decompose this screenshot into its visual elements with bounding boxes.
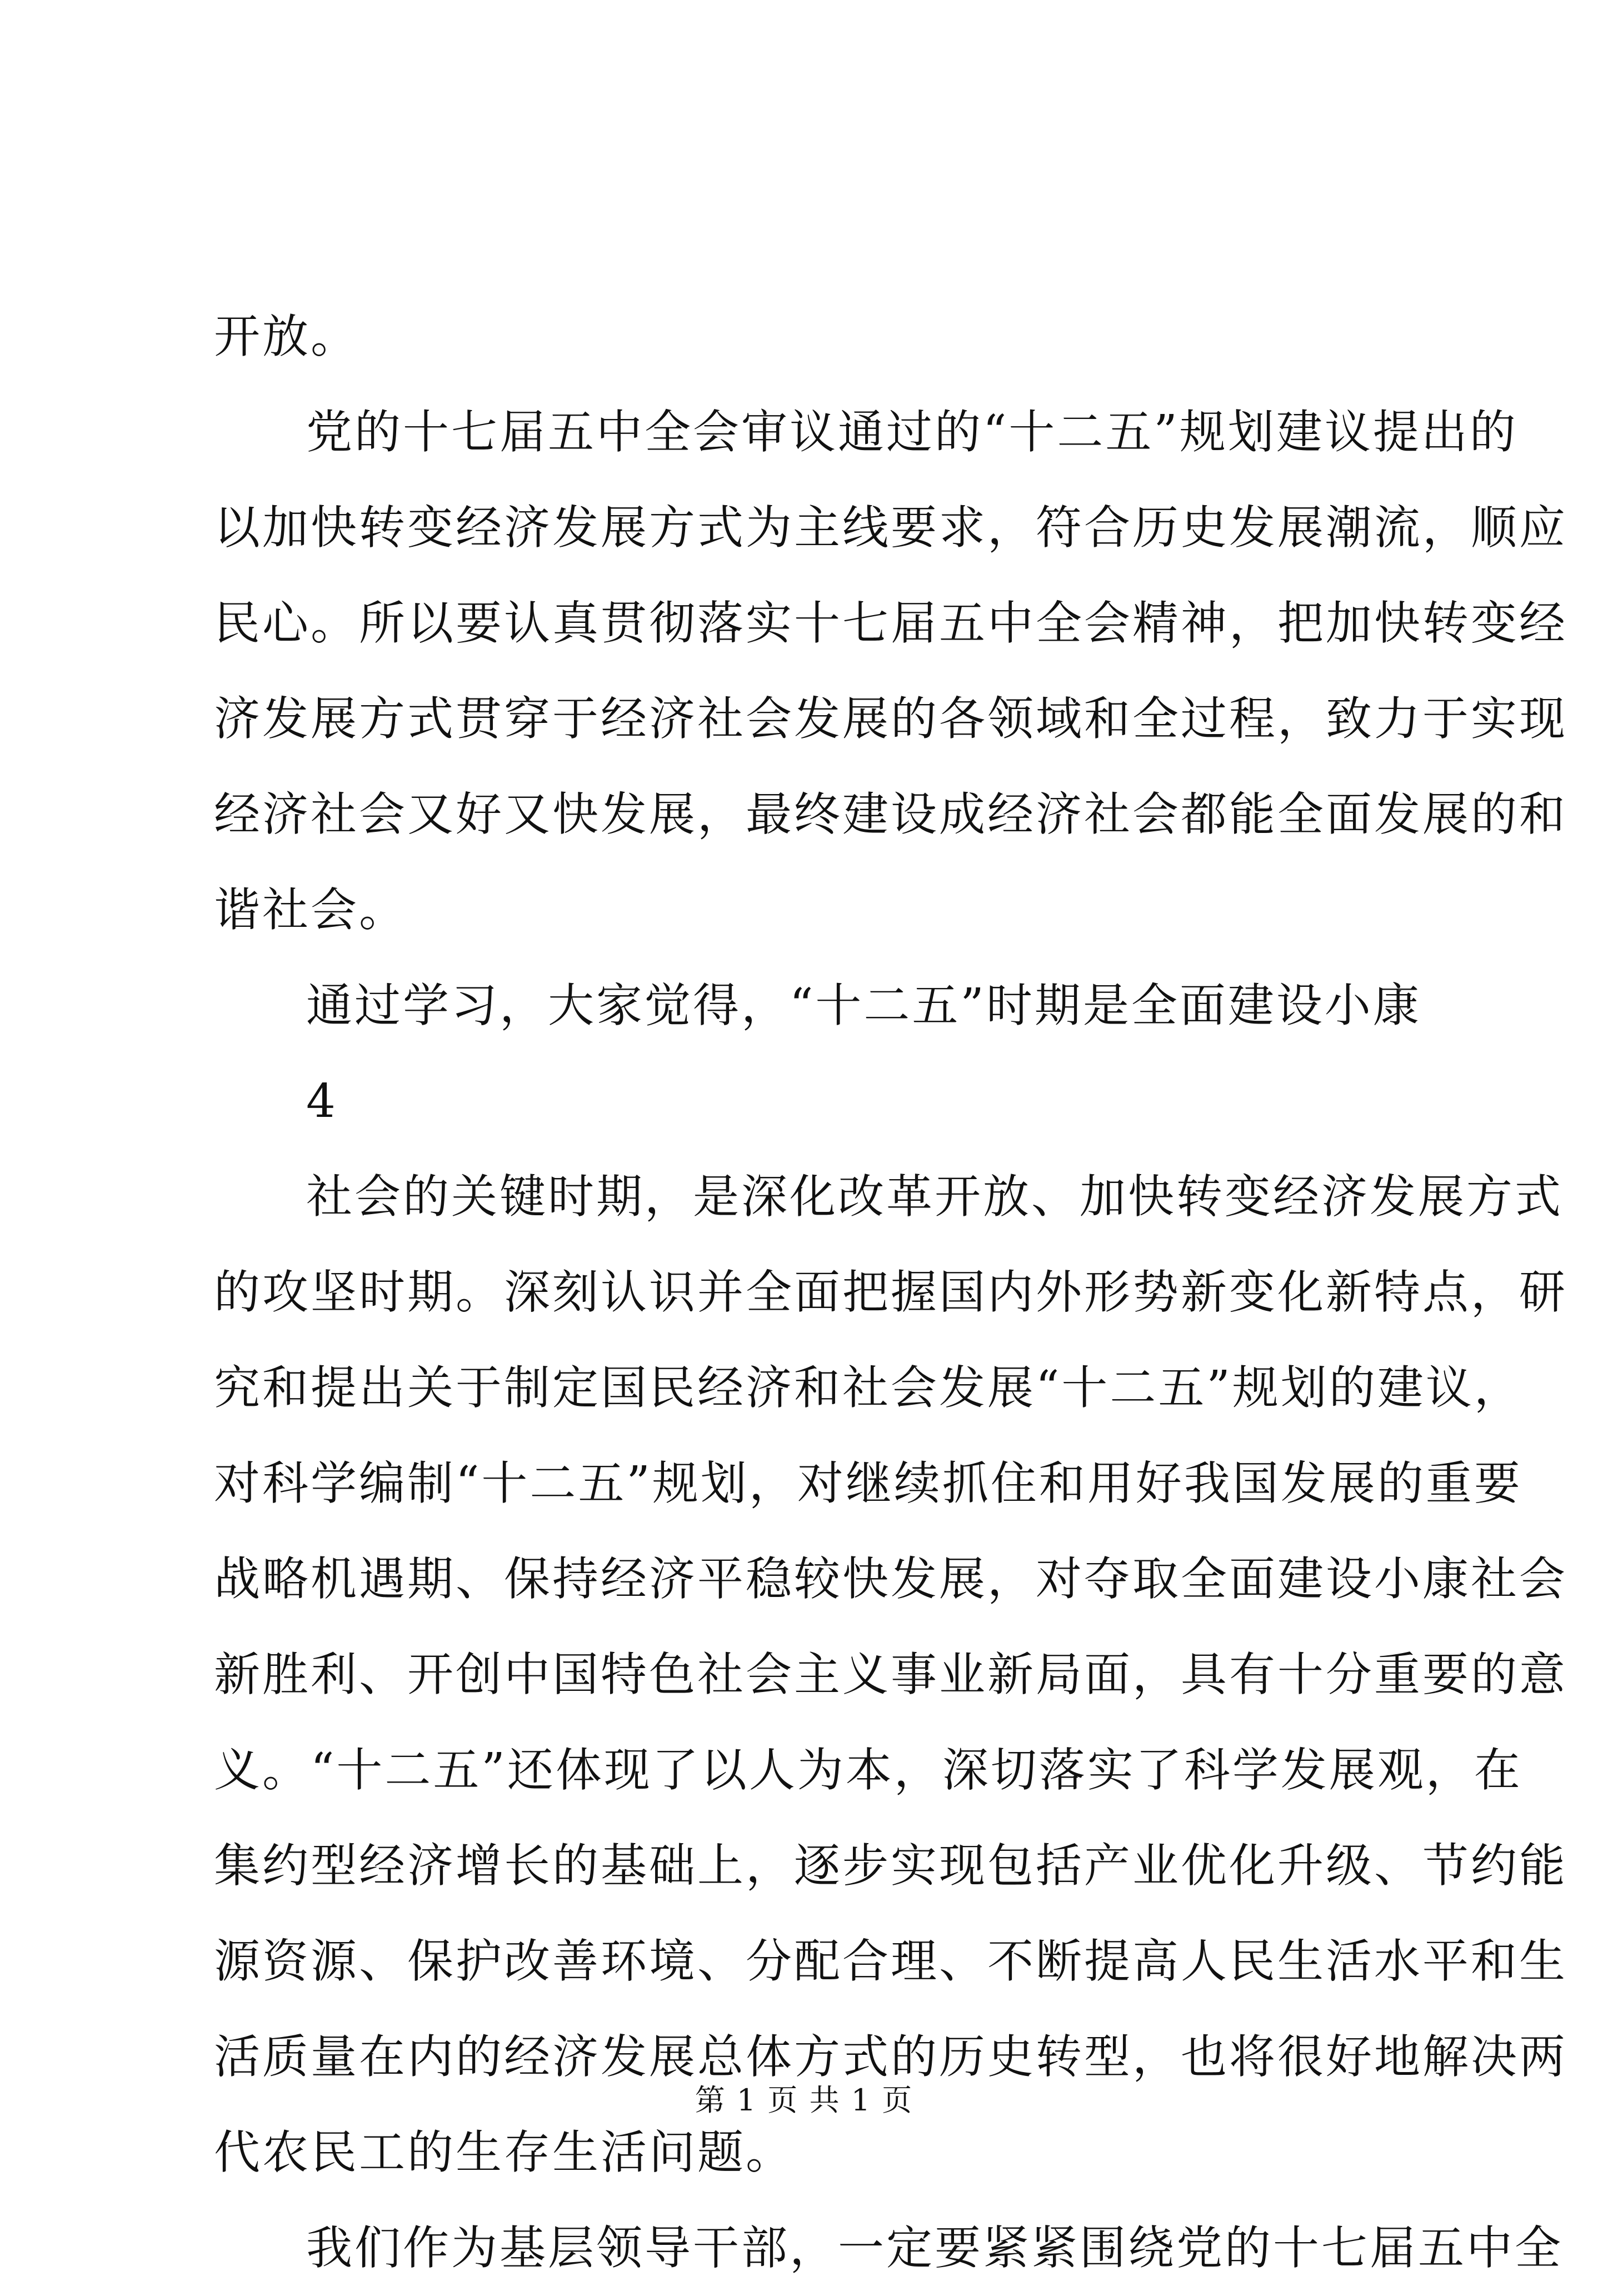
paragraph-start-line: 党的十七届五中全会审议通过的“十二五”规划建议提出的 [306, 405, 1518, 459]
text-line: 谐社会。 [214, 883, 407, 937]
text-line: 集约型经济增长的基础上，逐步实现包括产业优化升级、节约能 [214, 1839, 1567, 1893]
text-line: 源资源、保护改善环境、分配合理、不断提高人民生活水平和生 [214, 1934, 1567, 1988]
text-line: 新胜利、开创中国特色社会主义事业新局面，具有十分重要的意 [214, 1648, 1567, 1701]
paragraph-start-line: 通过学习，大家觉得，“十二五”时期是全面建设小康 [306, 979, 1421, 1032]
inline-page-number: 4 [306, 1074, 338, 1128]
text-line: 开放。 [214, 310, 359, 363]
text-line: 战略机遇期、保持经济平稳较快发展，对夺取全面建设小康社会 [214, 1552, 1567, 1606]
text-line: 究和提出关于制定国民经济和社会发展“十二五”规划的建议， [214, 1361, 1522, 1415]
text-line: 的攻坚时期。深刻认识并全面把握国内外形势新变化新特点，研 [214, 1265, 1567, 1319]
text-line: 活质量在内的经济发展总体方式的历史转型，也将很好地解决两 [214, 2030, 1567, 2084]
text-line: 对科学编制“十二五”规划，对继续抓住和用好我国发展的重要 [214, 1456, 1522, 1510]
text-line: 经济社会又好又快发展，最终建设成经济社会都能全面发展的和 [214, 787, 1567, 841]
text-line: 代农民工的生存生活问题。 [214, 2125, 794, 2179]
text-line: 以加快转变经济发展方式为主线要求，符合历史发展潮流，顺应 [214, 501, 1567, 555]
text-line: 义。“十二五”还体现了以人为本，深切落实了科学发展观，在 [214, 1743, 1522, 1797]
text-line: 济发展方式贯穿于经济社会发展的各领域和全过程，致力于实现 [214, 692, 1567, 746]
page-footer: 第 1 页 共 1 页 [695, 2083, 913, 2118]
body-text [214, 289, 1567, 2296]
text-line: 民心。所以要认真贯彻落实十七届五中全会精神，把加快转变经 [214, 596, 1567, 650]
paragraph-start-line: 社会的关键时期，是深化改革开放、加快转变经济发展方式 [306, 1170, 1563, 1224]
paragraph-start-line: 我们作为基层领导干部，一定要紧紧围绕党的十七届五中全 [306, 2221, 1563, 2275]
